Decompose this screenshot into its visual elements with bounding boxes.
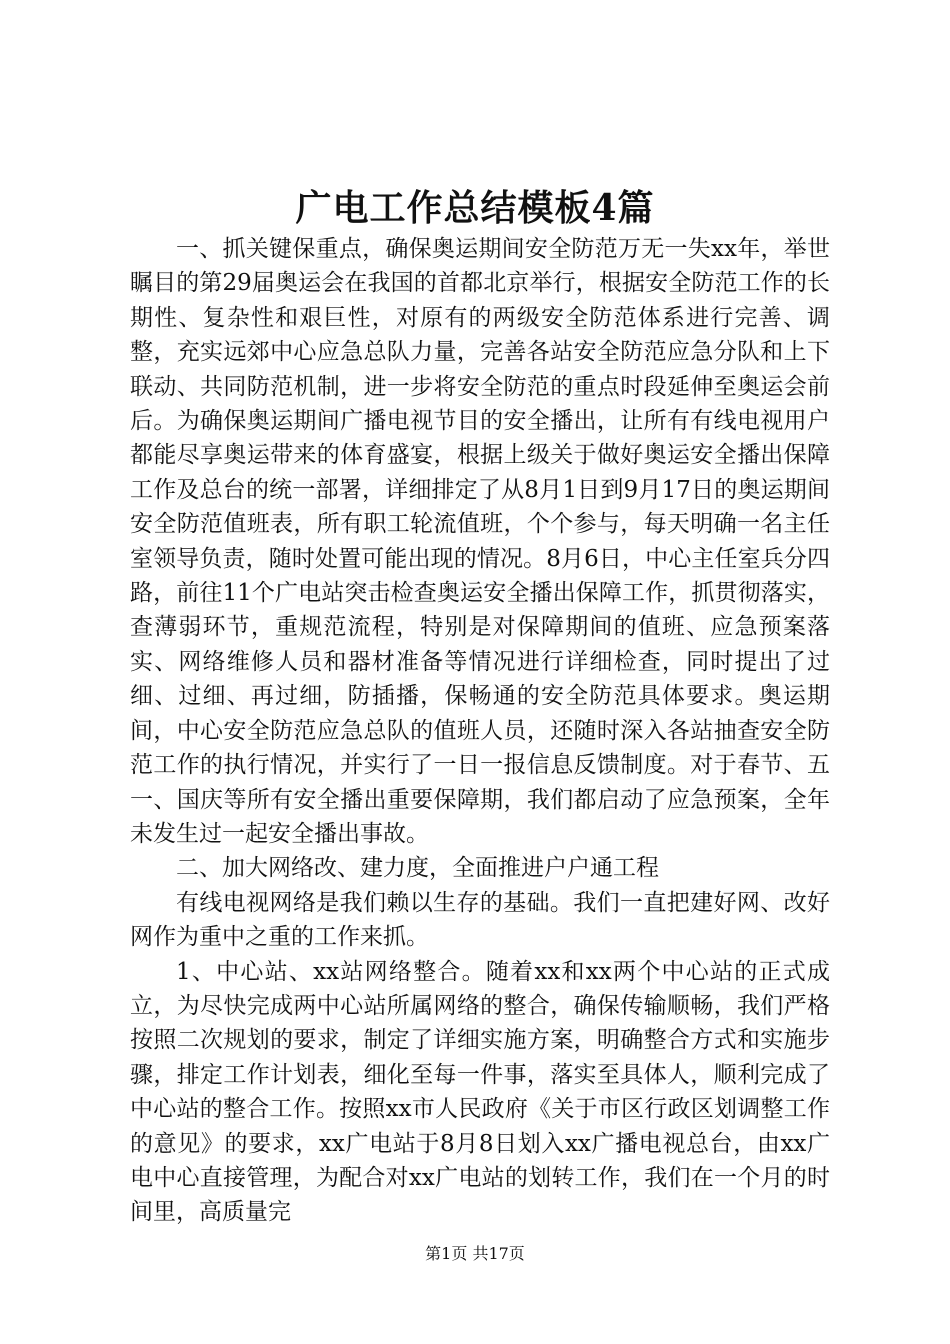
paragraph-network-intro: 有线电视网络是我们赖以生存的基础。我们一直把建好网、改好网作为重中之重的工作来抓。 [130,889,830,951]
paragraph-station-integration: 1、中心站、xx站网络整合。随着xx和xx两个中心站的正式成立，为尽快完成两中心站所属网络的整合，确保传输顺畅，我们严格按照二次规划的要求，制定了详细实施方案，明确整合方式和实施步骤，排定工作计划表，细化至每一件事，落实至具体人，顺利完成了中心站的整合工作。按照xx市人民政府《关于市区行政区划调整工作的意见》的要求，xx广电站于8月8日划入xx广播电视总台，由xx广电中心直接管理，为配合对xx广电站的划转工作，我们在一个月的时间里，高质量完 [130,958,830,1226]
page-footer: 第1页 共17页 [425,1244,525,1263]
paragraph-olympics-security: 一、抓关键保重点，确保奥运期间安全防范万无一失xx年，举世瞩目的第29届奥运会在我国的首都北京举行，根据安全防范工作的长期性、复杂性和艰巨性，对原有的两级安全防范体系进行完善、调整，充实远郊中心应急总队力量，完善各站安全防范应急分队和上下联动、共同防范机制，进一步将安全防范的重点时段延伸至奥运会前后。为确保奥运期间广播电视节目的安全播出，让所有有线电视用户都能尽享奥运带来的体育盛宴，根据上级关于做好奥运安全播出保障工作及总台的统一部署，详细排定了从8月1日到9月17日的奥运期间安全防范值班表，所有职工轮流值班，个个参与，每天明确一名主任室领导负责，随时处置可能出现的情况。8月6日，中心主任室兵分四路，前往11个广电站突击检查奥运安全播出保障工作，抓贯彻落实，查薄弱环节，重规范流程，特别是对保障期间的值班、应急预案落实、网络维修人员和器材准备等情况进行详细检查，同时提出了过细、过细、再过细，防插播，保畅通的安全防范具体要求。奥运期间，中心安全防范应急总队的值班人员，还随时深入各站抽查安全防范工作的执行情况，并实行了一日一报信息反馈制度。对于春节、五一、国庆等所有安全播出重要保障期，我们都启动了应急预案，全年未发生过一起安全播出事故。 [130,236,830,847]
paragraph-network-heading: 二、加大网络改、建力度，全面推进户户通工程 [176,855,659,882]
document-body [130,232,830,1230]
document-title: 广电工作总结模板4篇 [295,187,655,229]
